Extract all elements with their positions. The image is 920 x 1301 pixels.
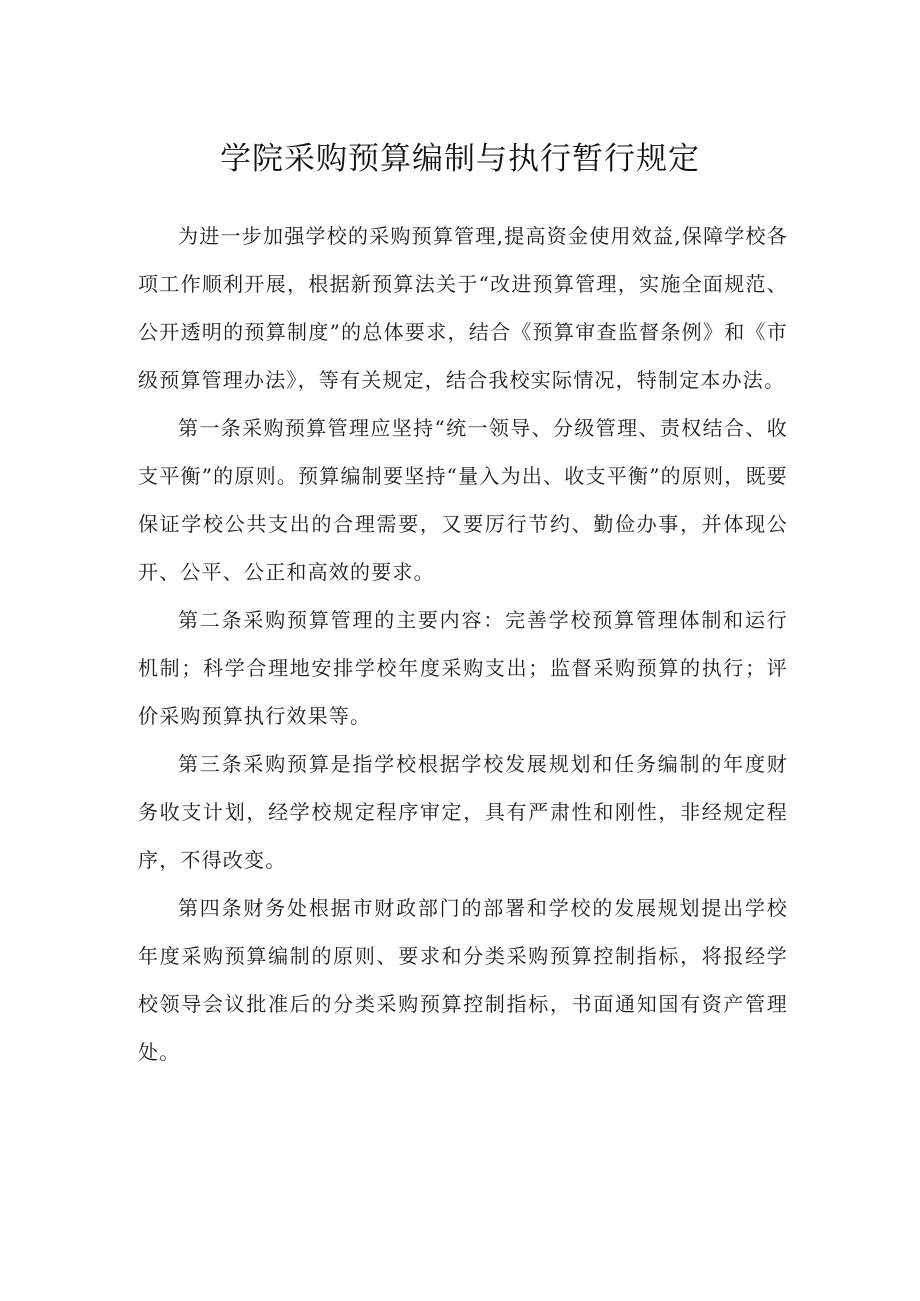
document-body — [138, 212, 788, 1076]
paragraph-article-4: 第四条财务处根据市财政部门的部署和学校的发展规划提出学校年度采购预算编制的原则、要求和分类采购预算控制指标，将报经学校领导会议批准后的分类采购预算控制指标，书面通知国有资产管理处。 — [138, 896, 788, 1064]
paragraph-article-3: 第三条采购预算是指学校根据学校发展规划和任务编制的年度财务收支计划，经学校规定程序审定，具有严肃性和刚性，非经规定程序，不得改变。 — [138, 752, 788, 872]
paragraph-article-1: 第一条采购预算管理应坚持“统一领导、分级管理、责权结合、收支平衡”的原则。预算编制要坚持“量入为出、收支平衡”的原则，既要保证学校公共支出的合理需要，又要厉行节约、勤俭办事，并体现公开、公平、公正和高效的要求。 — [138, 416, 788, 584]
document-title: 学院采购预算编制与执行暂行规定 — [220, 141, 700, 177]
paragraph-preamble: 为进一步加强学校的采购预算管理,提高资金使用效益,保障学校各项工作顺利开展，根据新预算法关于“改进预算管理，实施全面规范、公开透明的预算制度”的总体要求，结合《预算审查监督条例》和《市级预算管理办法》，等有关规定，结合我校实际情况，特制定本办法。 — [138, 224, 788, 392]
paragraph-article-2: 第二条采购预算管理的主要内容：完善学校预算管理体制和运行机制；科学合理地安排学校年度采购支出；监督采购预算的执行；评价采购预算执行效果等。 — [138, 608, 788, 728]
